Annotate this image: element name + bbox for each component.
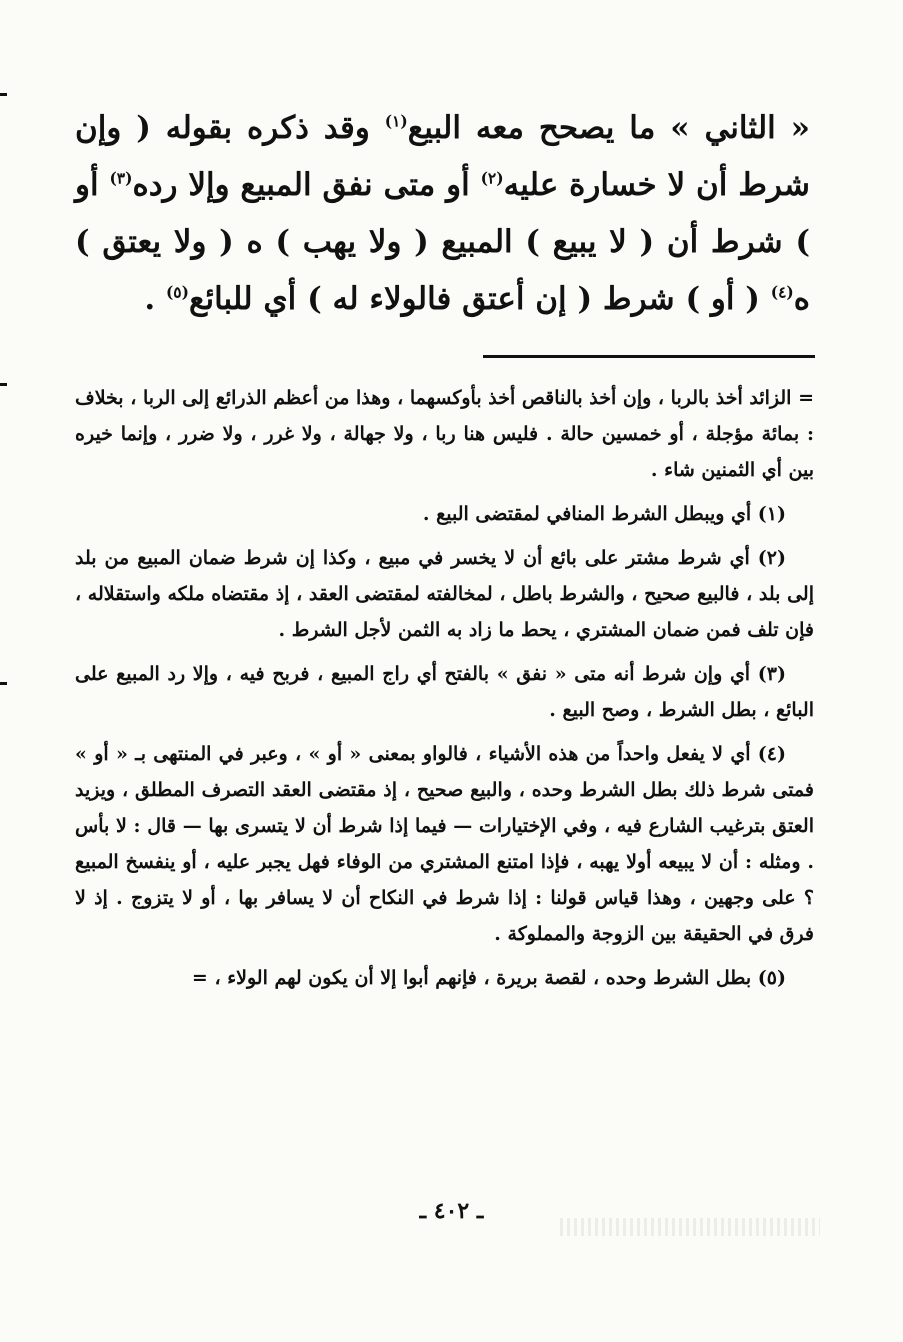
footnote-5: (٥) بطل الشرط وحده ، لقصة بريرة ، فإنهم أبوا إلا أن يكون لهم الولاء ، =	[191, 967, 786, 989]
footnote-ref: (٤)	[770, 282, 794, 302]
footnote-3: (٣) أي وإن شرط أنه متى « نفق » بالفتح أي راج المبيع ، فربح فيه ، وإلا رد المبيع على البائع ، بطل الشرط ، وصح البيع .	[75, 663, 814, 721]
footnote-4: (٤) أي لا يفعل واحداً من هذه الأشياء ، فالواو بمعنى « أو » ، وعبر في المنتهى بـ « أو » فمتى شرط ذلك بطل الشرط وحده ، والبيع صحيح ، إذ مقتضى العقد التصرف المطلق ، ويزيد العتق بترغيب الشارع فيه ، وفي الإختيارات — فيما إذا شرط أن لا يتسرى بها — قال : لا بأس . ومثله : أن لا يبيعه أولا يهبه ، فإذا امتنع المشتري من الوفاء فهل يجبر عليه ، أو ينفسخ المبيع ؟ على وجهين ، وهذا قياس قولنا : إذا شرط في النكاح أن لا يسافر بها ، أو لا يتزوج . إذ لا فرق في الحقيقة بين الزوجة والمملوكة .	[75, 743, 814, 945]
main-text-segment: وقد ذكره بقوله ( وإن شرط أن لا خسارة عليه	[75, 110, 810, 203]
footnote-ref: (٥)	[165, 282, 189, 302]
footnote-ref: (٢)	[480, 168, 504, 188]
main-text	[75, 100, 810, 328]
footnote-1: (١) أي ويبطل الشرط المنافي لمقتضى البيع .	[422, 503, 786, 525]
footnote-continuation: = الزائد أخذ بالربا ، وإن أخذ بالناقص أخذ بأوكسهما ، وهذا من أعظم الذرائع إلى الربا ، بخلاف : بمائة مؤجلة ، أو خمسين حالة . فليس هنا ربا ، ولا جهالة ، ولا غرر ، ولا ضرر ، وإنما خيره بين أي الثمنين شاء .	[75, 387, 814, 481]
footnote-2: (٢) أي شرط مشتر على بائع أن لا يخسر في مبيع ، وكذا إن شرط ضمان المبيع من بلد إلى بلد ، فالبيع صحيح ، والشرط باطل ، لمخالفته لمقتضى العقد ، إذ مقتضاه ملكه واستقلاله ، فإن تلف فمن ضمان المشتري ، يحط ما زاد به الثمن لأجل الشرط .	[75, 547, 814, 641]
main-text-segment: أو ) شرط أن ( لا يبيع ) المبيع ( ولا يهب ) ه ( ولا يعتق ) ه	[75, 167, 810, 317]
main-text-segment: أو متى نفق المبيع وإلا رده	[132, 167, 481, 203]
footnote-separator	[483, 355, 815, 358]
footnote-ref: (١)	[384, 111, 408, 131]
margin-mark	[0, 93, 7, 96]
main-text-segment: .	[144, 281, 166, 317]
page-number: ـ ٤٠٢ ـ	[419, 1198, 484, 1224]
margin-mark	[0, 682, 7, 685]
bleed-through-smudge	[560, 1218, 820, 1236]
margin-mark	[0, 383, 7, 386]
main-text-segment: « الثاني » ما يصحح معه البيع	[407, 110, 811, 146]
main-text-segment: ( أو ) شرط ( إن أعتق فالولاء له ) أي للبائع	[188, 281, 771, 317]
footnotes	[75, 380, 814, 1004]
footnote-ref: (٣)	[109, 168, 133, 188]
